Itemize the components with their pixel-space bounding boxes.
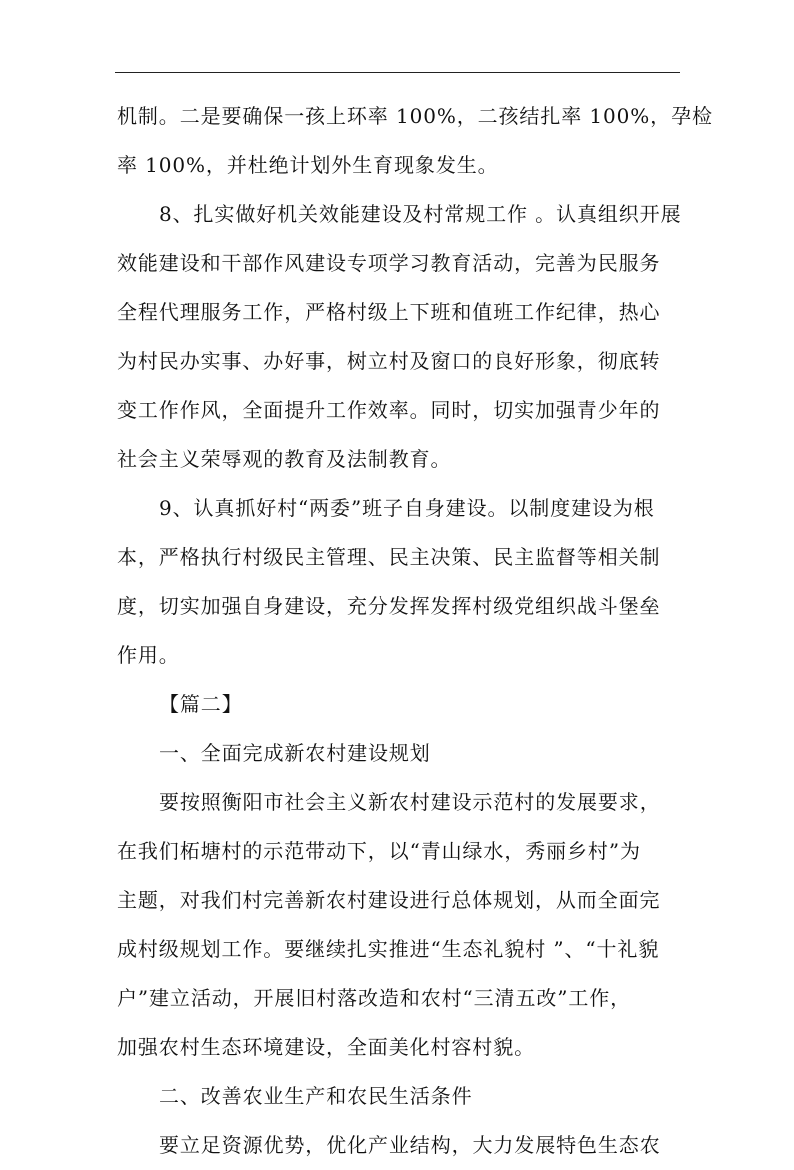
text-line: 变工作作风，全面提升工作效率。同时，切实加强青少年的 <box>117 398 661 422</box>
subsection-heading: 二、改善农业生产和农民生活条件 <box>159 1084 473 1108</box>
subsection-heading: 一、全面完成新农村建设规划 <box>159 741 431 765</box>
text-line: 率 100%，并杜绝计划外生育现象发生。 <box>117 153 499 177</box>
text-line: 全程代理服务工作，严格村级上下班和值班工作纪律，热心 <box>117 300 661 324</box>
text-line: 主题，对我们村完善新农村建设进行总体规划，从而全面完 <box>117 888 661 912</box>
text-line: 效能建设和干部作风建设专项学习教育活动，完善为民服务 <box>117 251 661 275</box>
document-body <box>117 92 713 1170</box>
header-rule <box>115 72 680 73</box>
text-line: 为村民办实事、办好事，树立村及窗口的良好形象，彻底转 <box>117 349 661 373</box>
text-line: 本，严格执行村级民主管理、民主决策、民主监督等相关制 <box>117 545 661 569</box>
text-line: 要按照衡阳市社会主义新农村建设示范村的发展要求， <box>159 790 661 814</box>
text-line: 在我们柘塘村的示范带动下，以“青山绿水，秀丽乡村”为 <box>117 839 641 863</box>
section-heading: 【篇二】 <box>159 692 243 716</box>
text-line: 户”建立活动，开展旧村落改造和农村“三清五改”工作， <box>117 986 632 1010</box>
paragraph-item-8: 8、扎实做好机关效能建设及村常规工作 。认真组织开展 <box>159 202 682 226</box>
text-line: 度，切实加强自身建设，充分发挥发挥村级党组织战斗堡垒 <box>117 594 661 618</box>
text-line: 机制。二是要确保一孩上环率 100%，二孩结扎率 100%，孕检 <box>117 104 713 128</box>
text-line: 要立足资源优势，优化产业结构，大力发展特色生态农 <box>159 1133 661 1157</box>
text-line: 加强农村生态环境建设，全面美化村容村貌。 <box>117 1035 535 1059</box>
text-line: 社会主义荣辱观的教育及法制教育。 <box>117 447 452 471</box>
text-line: 成村级规划工作。要继续扎实推进“生态礼貌村 ”、“十礼貌 <box>117 937 660 961</box>
paragraph-item-9: 9、认真抓好村“两委”班子自身建设。以制度建设为根 <box>159 496 655 520</box>
text-line: 作用。 <box>117 643 180 667</box>
